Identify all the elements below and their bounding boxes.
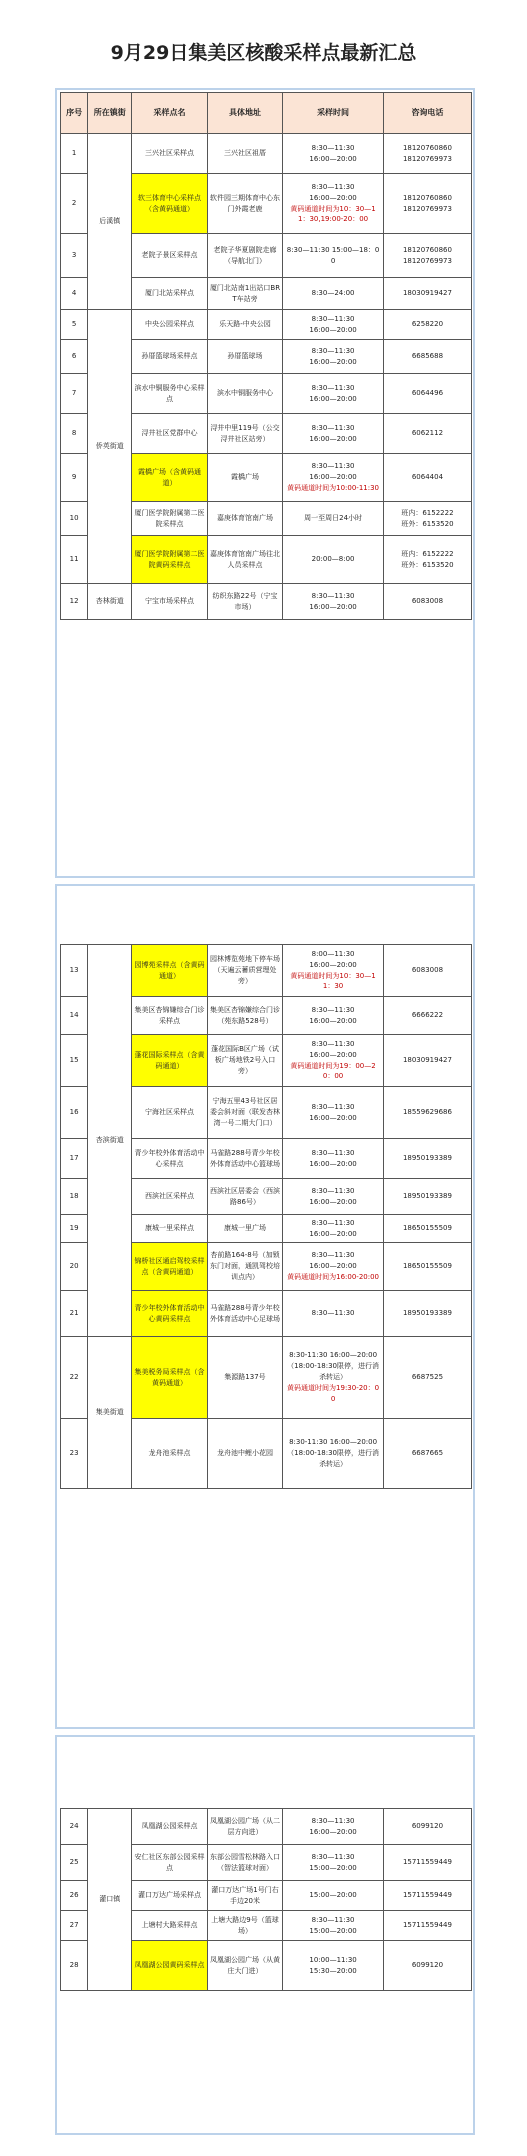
cell-no: 25 (61, 1845, 88, 1881)
cell-time (283, 1845, 384, 1881)
cell-phone (383, 1215, 471, 1243)
cell-time (283, 1419, 384, 1489)
cell-no: 9 (61, 454, 88, 502)
time-text: 8:30—11:30 (311, 1148, 355, 1157)
cell-no: 12 (61, 584, 88, 620)
cell-address: 西滨社区居委会（西滨路86号） (207, 1179, 282, 1215)
cell-no: 24 (61, 1809, 88, 1845)
sampling-table-part-2 (60, 944, 472, 1489)
time-text: 16:00—20:00 (309, 357, 357, 366)
cell-address: 老院子华夏剧院走廊（导航北门） (207, 234, 282, 278)
phone-text: 6062112 (411, 429, 444, 438)
cell-time (283, 278, 384, 310)
cell-phone (383, 945, 471, 997)
cell-time (283, 536, 384, 584)
cell-no: 21 (61, 1291, 88, 1337)
cell-time (283, 1087, 384, 1139)
cell-time (283, 414, 384, 454)
phone-text: 6687525 (411, 1373, 444, 1382)
phone-text: 18120769973 (402, 204, 452, 213)
cell-site-name: 园博苑采样点（含黄码通道） (132, 945, 207, 997)
cell-address: 凤凰湖公园广场（从二层方向进） (207, 1809, 282, 1845)
phone-text: 15711559449 (402, 1921, 452, 1930)
cell-phone (383, 1419, 471, 1489)
time-text: 8:30—11:30 (311, 1218, 355, 1227)
cell-time (283, 1139, 384, 1179)
time-text: 8:30—24:00 (311, 289, 355, 298)
header-time: 采样时间 (283, 93, 384, 134)
phone-text: 6685688 (411, 352, 444, 361)
time-text: 8:30—11:30 (311, 1816, 355, 1825)
time-text: 16:00—20:00 (309, 1197, 357, 1206)
time-text: 16:00—20:00 (309, 434, 357, 443)
cell-address: 凤凰湖公园广场（从黄庄大门进） (207, 1941, 282, 1991)
time-text: （18:00-18:30限停，进行消杀转运） (287, 1449, 379, 1468)
cell-address: 马雀路288号青少年校外体育活动中心篮球场 (207, 1139, 282, 1179)
cell-town: 灌口镇 (88, 1809, 132, 1991)
cell-site-name: 灌口万达广场采样点 (132, 1881, 207, 1911)
cell-town: 集美街道 (88, 1337, 132, 1489)
cell-site-name: 青少年校外体育活动中心黄码采样点 (132, 1291, 207, 1337)
cell-site-name: 集美税务局采样点（含黄码通道） (132, 1337, 207, 1419)
time-text: 8:30—11:30 (311, 346, 355, 355)
phone-text: 18030919427 (402, 289, 452, 298)
time-text: 15:30—20:00 (309, 1966, 357, 1975)
cell-no: 20 (61, 1243, 88, 1291)
cell-address: 三兴社区祖厝 (207, 134, 282, 174)
cell-phone (383, 1291, 471, 1337)
cell-address: 集源路137号 (207, 1337, 282, 1419)
cell-site-name: 老院子景区采样点 (132, 234, 207, 278)
time-text: 16:00—20:00 (309, 1229, 357, 1238)
cell-no: 14 (61, 997, 88, 1035)
cell-address: 霞橋广场 (207, 454, 282, 502)
cell-address: 灌口万达广场1号门右手边20米 (207, 1881, 282, 1911)
cell-phone (383, 997, 471, 1035)
cell-no: 16 (61, 1087, 88, 1139)
phone-text: 18120769973 (402, 154, 452, 163)
cell-time (283, 234, 384, 278)
cell-site-name: 安仁社区东部公园采样点 (132, 1845, 207, 1881)
cell-phone (383, 1911, 471, 1941)
time-text: 8:30—11:30 (311, 423, 355, 432)
cell-site-name: 西滨社区采样点 (132, 1179, 207, 1215)
time-text: 16:00—20:00 (309, 960, 357, 969)
cell-phone (383, 454, 471, 502)
cell-address: 厦门北站南1出站口BRT车站旁 (207, 278, 282, 310)
cell-site-name: 龙舟池采样点 (132, 1419, 207, 1489)
cell-time (283, 454, 384, 502)
phone-text: 18120760860 (402, 245, 452, 254)
cell-address: 龙舟池中鲤小花园 (207, 1419, 282, 1489)
header-phone: 咨询电话 (383, 93, 471, 134)
cell-time (283, 134, 384, 174)
cell-site-name: 厦门北站采样点 (132, 278, 207, 310)
phone-text: 18120760860 (402, 193, 452, 202)
sampling-table-part-1 (60, 92, 472, 620)
time-text: 8:30—11:30 (311, 1005, 355, 1014)
yellow-code-time-note: 黄码通道时间为19：00—20：00 (290, 1061, 376, 1081)
cell-time (283, 945, 384, 997)
time-text: 8:30—11:30 15:00—18：00 (286, 245, 380, 265)
cell-no: 15 (61, 1035, 88, 1087)
phone-text: 18650155509 (402, 1224, 452, 1233)
cell-address: 杏前路164-8号（加锁东门对面，通凯驾校培训点内） (207, 1243, 282, 1291)
cell-time (283, 1941, 384, 1991)
cell-time (283, 1337, 384, 1419)
cell-phone (383, 414, 471, 454)
time-text: 8:30—11:30 (311, 1039, 355, 1048)
cell-address: 软件园三期体育中心东门外霞老鹿 (207, 174, 282, 234)
time-text: 16:00—20:00 (309, 1016, 357, 1025)
time-text: 8:30—11:30 (311, 182, 355, 191)
cell-phone (383, 1809, 471, 1845)
cell-time (283, 1881, 384, 1911)
phone-text: 6064404 (411, 473, 444, 482)
cell-address: 滨水中铜服务中心 (207, 374, 282, 414)
cell-site-name: 凤凰湖公园采样点 (132, 1809, 207, 1845)
phone-text: 6099120 (411, 1961, 444, 1970)
cell-address: 嘉庚体育馆南广场 (207, 502, 282, 536)
yellow-code-time-note: 黄码通道时间为10：30—11：30 (290, 971, 376, 991)
table-row (61, 1809, 472, 1845)
cell-town: 后溪镇 (88, 134, 132, 310)
cell-phone (383, 1881, 471, 1911)
table-row (61, 945, 472, 997)
yellow-code-time-note: 黄码通道时间为10：30—11：30,19:00-20：00 (290, 204, 376, 224)
time-text: 16:00—20:00 (309, 1827, 357, 1836)
cell-town: 杏滨街道 (88, 945, 132, 1337)
cell-no: 19 (61, 1215, 88, 1243)
cell-address: 东部公园雪松林路入口（智法篮球对面） (207, 1845, 282, 1881)
time-text: 8:30-11:30 16:00—20:00 (289, 1351, 378, 1360)
phone-text: 18120760860 (402, 143, 452, 152)
yellow-code-time-note: 黄码通道时间为16:00-20:00 (287, 1272, 379, 1281)
cell-site-name: 宁海社区采样点 (132, 1087, 207, 1139)
time-text: 16:00—20:00 (309, 1050, 357, 1059)
cell-time (283, 502, 384, 536)
cell-time (283, 997, 384, 1035)
cell-phone (383, 340, 471, 374)
cell-no: 23 (61, 1419, 88, 1489)
cell-no: 10 (61, 502, 88, 536)
cell-time (283, 310, 384, 340)
cell-phone (383, 278, 471, 310)
phone-text: 18950193389 (402, 1309, 452, 1318)
time-text: 16:00—20:00 (309, 154, 357, 163)
yellow-code-time-note: 黄码通道时间为19:30-20：00 (287, 1383, 380, 1403)
cell-no: 26 (61, 1881, 88, 1911)
phone-text: 班内：6152222 (401, 508, 454, 517)
cell-address: 纺织东路22号（宁宝市场） (207, 584, 282, 620)
cell-address: 康城一里广场 (207, 1215, 282, 1243)
cell-time (283, 1809, 384, 1845)
cell-site-name: 集美区杏锦嫌综合门诊采样点 (132, 997, 207, 1035)
cell-no: 11 (61, 536, 88, 584)
cell-no: 3 (61, 234, 88, 278)
cell-phone (383, 1139, 471, 1179)
cell-time (283, 1291, 384, 1337)
time-text: 16:00—20:00 (309, 1159, 357, 1168)
table-row (61, 1337, 472, 1419)
time-text: 16:00—20:00 (309, 1113, 357, 1122)
cell-address: 蓬花国际B区广场（试板广场地铁2号入口旁） (207, 1035, 282, 1087)
cell-no: 27 (61, 1911, 88, 1941)
cell-phone (383, 536, 471, 584)
time-text: 16:00—20:00 (309, 193, 357, 202)
cell-time (283, 1035, 384, 1087)
cell-site-name: 中央公园采样点 (132, 310, 207, 340)
cell-address: 浔井中里119号（公交浔井社区站旁） (207, 414, 282, 454)
time-text: 16:00—20:00 (309, 1262, 357, 1271)
time-text: 8:30—11:30 (311, 383, 355, 392)
cell-site-name: 康城一里采样点 (132, 1215, 207, 1243)
cell-phone (383, 234, 471, 278)
cell-phone (383, 1243, 471, 1291)
time-text: 16:00—20:00 (309, 394, 357, 403)
cell-no: 7 (61, 374, 88, 414)
phone-text: 6666222 (411, 1011, 444, 1020)
cell-time (283, 374, 384, 414)
cell-address: 孙厝篮球场 (207, 340, 282, 374)
time-text: （18:00-18:30限停，进行消杀转运） (287, 1362, 379, 1382)
cell-no: 18 (61, 1179, 88, 1215)
time-text: 周一至周日24小时 (304, 514, 363, 523)
cell-time (283, 584, 384, 620)
cell-site-name: 凤凰湖公园黄码采样点 (132, 1941, 207, 1991)
time-text: 8:30—11:30 (311, 462, 355, 471)
time-text: 8:30—11:30 (311, 143, 355, 152)
cell-address: 集美区杏锦嫌综合门诊（苑东路528号） (207, 997, 282, 1035)
phone-text: 18650155509 (402, 1262, 452, 1271)
cell-site-name: 上塘村大路采样点 (132, 1911, 207, 1941)
phone-text: 15711559449 (402, 1858, 452, 1867)
cell-no: 1 (61, 134, 88, 174)
cell-address: 园林博览苑地下停车场（天遍云蓄质营理处旁） (207, 945, 282, 997)
phone-text: 班外：6153520 (401, 519, 454, 528)
table-row (61, 134, 472, 174)
time-text: 8:30—11:30 (311, 1915, 355, 1924)
phone-text: 班内：6152222 (401, 549, 454, 558)
phone-text: 6083008 (411, 597, 444, 606)
time-text: 20:00—8:00 (311, 555, 355, 564)
header-no: 序号 (61, 93, 88, 134)
cell-phone (383, 310, 471, 340)
time-text: 8:30—11:30 (311, 591, 355, 600)
cell-no: 4 (61, 278, 88, 310)
time-text: 16:00—20:00 (309, 325, 357, 334)
time-text: 8:00—11:30 (311, 949, 355, 958)
cell-no: 6 (61, 340, 88, 374)
cell-site-name: 孙厝篮球场采样点 (132, 340, 207, 374)
cell-town: 杏林街道 (88, 584, 132, 620)
cell-site-name: 厦门医学院附属第二医院黄码采样点 (132, 536, 207, 584)
time-text: 8:30—11:30 (311, 1309, 355, 1318)
cell-site-name: 青少年校外体育活动中心采样点 (132, 1139, 207, 1179)
cell-address: 宁海五里43号社区居委会斜对面（联发杏林湾一号二期大门口） (207, 1087, 282, 1139)
time-text: 8:30—11:30 (311, 1102, 355, 1111)
time-text: 8:30—11:30 (311, 314, 355, 323)
cell-phone (383, 134, 471, 174)
cell-no: 2 (61, 174, 88, 234)
phone-text: 6099120 (411, 1822, 444, 1831)
table-header-row (61, 93, 472, 134)
cell-time (283, 1243, 384, 1291)
time-text: 16:00—20:00 (309, 602, 357, 611)
cell-time (283, 174, 384, 234)
cell-town: 侨英街道 (88, 310, 132, 584)
table-row (61, 584, 472, 620)
phone-text: 18950193389 (402, 1192, 452, 1201)
cell-phone (383, 374, 471, 414)
time-text: 8:30—11:30 (311, 1186, 355, 1195)
time-text: 16:00—20:00 (309, 473, 357, 482)
phone-text: 6258220 (411, 320, 444, 329)
cell-no: 28 (61, 1941, 88, 1991)
phone-text: 18950193389 (402, 1154, 452, 1163)
cell-address: 上塘大路边9号（篮球场） (207, 1911, 282, 1941)
cell-no: 8 (61, 414, 88, 454)
header-address: 具体地址 (207, 93, 282, 134)
cell-no: 17 (61, 1139, 88, 1179)
cell-site-name: 三兴社区采样点 (132, 134, 207, 174)
header-town: 所在镇街 (88, 93, 132, 134)
cell-site-name: 蓬花国际采样点（含黄码通道） (132, 1035, 207, 1087)
cell-site-name: 浔井社区党群中心 (132, 414, 207, 454)
cell-site-name: 厦门医学院附属第二医院采样点 (132, 502, 207, 536)
phone-text: 6083008 (411, 966, 444, 975)
cell-time (283, 1215, 384, 1243)
cell-phone (383, 1941, 471, 1991)
cell-no: 22 (61, 1337, 88, 1419)
table-row (61, 310, 472, 340)
phone-text: 18030919427 (402, 1056, 452, 1065)
yellow-code-time-note: 黄码通道时间为10:00-11:30 (287, 483, 379, 492)
phone-text: 18559629686 (402, 1108, 452, 1117)
cell-time (283, 340, 384, 374)
cell-site-name: 霞橋广场（含黄码通道） (132, 454, 207, 502)
cell-phone (383, 502, 471, 536)
time-text: 8:30—11:30 (311, 1852, 355, 1861)
cell-phone (383, 1337, 471, 1419)
cell-address: 乐天路-中央公园 (207, 310, 282, 340)
time-text: 8:30—11:30 (311, 1251, 355, 1260)
time-text: 8:30-11:30 16:00—20:00 (289, 1438, 378, 1447)
phone-text: 6064496 (411, 389, 444, 398)
cell-phone (383, 1087, 471, 1139)
time-text: 15:00—20:00 (309, 1891, 357, 1900)
phone-text: 班外：6153520 (401, 560, 454, 569)
phone-text: 15711559449 (402, 1891, 452, 1900)
cell-site-name: 滨水中铜服务中心采样点 (132, 374, 207, 414)
cell-site-name: 软三体育中心采样点（含黄码通道） (132, 174, 207, 234)
phone-text: 6687665 (411, 1449, 444, 1458)
cell-phone (383, 1845, 471, 1881)
cell-address: 马雀路288号青少年校外体育活动中心足球场 (207, 1291, 282, 1337)
cell-no: 13 (61, 945, 88, 997)
time-text: 15:00—20:00 (309, 1926, 357, 1935)
header-site-name: 采样点名 (132, 93, 207, 134)
time-text: 15:00—20:00 (309, 1863, 357, 1872)
cell-time (283, 1179, 384, 1215)
cell-no: 5 (61, 310, 88, 340)
sampling-table-part-3 (60, 1808, 472, 1991)
page-title: 9月29日集美区核酸采样点最新汇总 (110, 42, 417, 64)
cell-site-name: 宁宝市场采样点 (132, 584, 207, 620)
cell-phone (383, 1035, 471, 1087)
cell-phone (383, 1179, 471, 1215)
time-text: 10:00—11:30 (309, 1955, 357, 1964)
cell-address: 嘉庚体育馆南广场往北人员采样点 (207, 536, 282, 584)
cell-time (283, 1911, 384, 1941)
cell-site-name: 锦桥社区通启驾校采样点（含黄码通道） (132, 1243, 207, 1291)
phone-text: 18120769973 (402, 256, 452, 265)
cell-phone (383, 584, 471, 620)
cell-phone (383, 174, 471, 234)
